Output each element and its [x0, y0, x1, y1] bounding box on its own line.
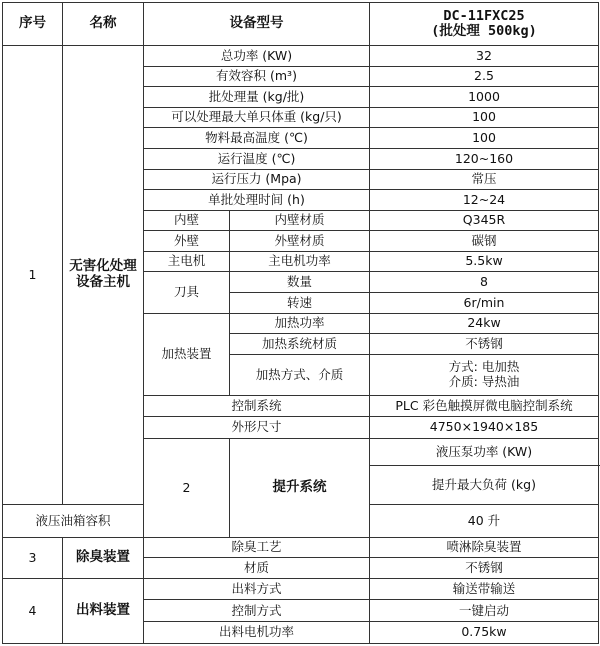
- heating-method: 方式: 电加热: [448, 359, 520, 375]
- table-row: [3, 46, 599, 67]
- header-model: 设备型号: [144, 3, 370, 46]
- header-seq: 序号: [3, 3, 63, 46]
- equipment-name-line2: 设备主机: [76, 274, 130, 290]
- param-value: 40 升: [370, 504, 599, 537]
- param-label: 控制方式: [144, 600, 370, 622]
- seq-cell: 3: [3, 537, 63, 578]
- param-value: 6r/min: [370, 292, 599, 313]
- sub-category: 外壁: [144, 231, 230, 252]
- param-value: [370, 354, 599, 395]
- param-label: 加热功率: [230, 313, 370, 334]
- param-label: 控制系统: [144, 395, 370, 417]
- param-label: 运行温度 (℃): [144, 149, 370, 170]
- model-code: DC-11FXC25: [443, 7, 525, 24]
- param-label: 转速: [230, 292, 370, 313]
- equipment-name: 除臭装置: [63, 537, 144, 578]
- param-value: 100: [370, 128, 599, 149]
- param-label: 提升最大负荷 (kg): [370, 465, 599, 504]
- param-value: Q345R: [370, 210, 599, 231]
- param-value: 120~160: [370, 149, 599, 170]
- equipment-name: 出料装置: [63, 578, 144, 643]
- param-value: 5.5kw: [370, 251, 599, 272]
- param-label: 批处理量 (kg/批): [144, 87, 370, 108]
- param-value: 输送带输送: [370, 578, 599, 600]
- param-value: PLC 彩色触摸屏微电脑控制系统: [370, 395, 599, 417]
- param-value: 常压: [370, 169, 599, 190]
- param-label: 总功率 (KW): [144, 46, 370, 67]
- param-value: 8: [370, 272, 599, 293]
- param-label: 主电机功率: [230, 251, 370, 272]
- param-label: 加热方式、介质: [230, 354, 370, 395]
- param-value: 24kw: [370, 313, 599, 334]
- param-value: 碳钢: [370, 231, 599, 252]
- param-value: 喷淋除臭装置: [370, 537, 599, 558]
- param-label: 物料最高温度 (℃): [144, 128, 370, 149]
- header-model-code: [370, 3, 599, 46]
- param-label: 除臭工艺: [144, 537, 370, 558]
- param-label: 有效容积 (m³): [144, 66, 370, 87]
- param-label: 液压泵功率 (KW): [370, 438, 599, 465]
- sub-category: 主电机: [144, 251, 230, 272]
- param-label: 数量: [230, 272, 370, 293]
- table-row: [3, 578, 599, 600]
- sub-category: 加热装置: [144, 313, 230, 395]
- header-row: [3, 3, 599, 46]
- param-value: 一键启动: [370, 600, 599, 622]
- param-label: 外形尺寸: [144, 417, 370, 439]
- param-label: 内壁材质: [230, 210, 370, 231]
- heating-medium: 介质: 导热油: [448, 373, 520, 389]
- param-value: 100: [370, 107, 599, 128]
- param-value: 0.75kw: [370, 622, 599, 644]
- sub-category: 刀具: [144, 272, 230, 313]
- table-row: [3, 537, 599, 558]
- seq-cell: 4: [3, 578, 63, 643]
- param-label: 单批处理时间 (h): [144, 190, 370, 211]
- param-value: 4750×1940×185: [370, 417, 599, 439]
- param-value: 不锈钢: [370, 558, 599, 579]
- param-label: 运行压力 (Mpa): [144, 169, 370, 190]
- seq-cell: 1: [3, 46, 63, 505]
- sub-category: 内壁: [144, 210, 230, 231]
- equipment-name-line1: 无害化处理: [69, 258, 137, 275]
- param-label: 出料电机功率: [144, 622, 370, 644]
- param-label: 出料方式: [144, 578, 370, 600]
- equipment-name: 提升系统: [230, 438, 370, 537]
- equipment-name: [63, 46, 144, 505]
- seq-cell: 2: [144, 438, 230, 537]
- param-value: 2.5: [370, 66, 599, 87]
- param-label: 加热系统材质: [230, 334, 370, 355]
- param-value: 1000: [370, 87, 599, 108]
- param-value: 12~24: [370, 190, 599, 211]
- param-label: 外壁材质: [230, 231, 370, 252]
- param-label: 可以处理最大单只体重 (kg/只): [144, 107, 370, 128]
- model-batch: (批处理 500kg): [431, 23, 537, 40]
- param-value: 不锈钢: [370, 334, 599, 355]
- spec-table: [2, 2, 599, 644]
- param-label: 材质: [144, 558, 370, 579]
- param-label: 液压油箱容积: [3, 504, 144, 537]
- param-value: 32: [370, 46, 599, 67]
- header-name: 名称: [63, 3, 144, 46]
